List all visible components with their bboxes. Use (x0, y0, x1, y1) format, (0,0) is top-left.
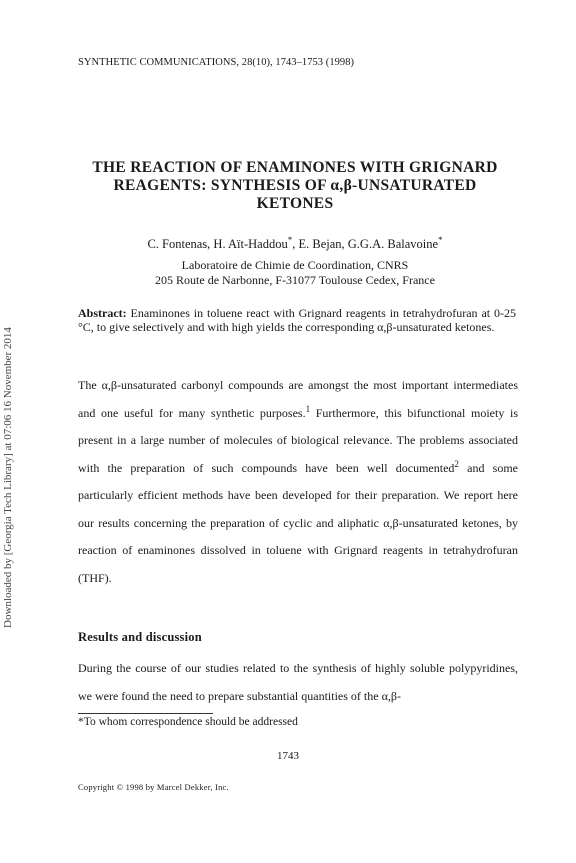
journal-header: SYNTHETIC COMMUNICATIONS, 28(10), 1743–1753 (1998) (78, 57, 355, 68)
copyright-notice: Copyright © 1998 by Marcel Dekker, Inc. (78, 782, 229, 792)
author-group-1: C. Fontenas, H. Aït-Haddou (147, 237, 288, 252)
section-heading-results: Results and discussion (78, 630, 202, 644)
corresponding-mark-2: * (438, 235, 443, 245)
download-sidebar (2, 327, 16, 642)
reference-1[interactable]: 1 (305, 403, 311, 414)
download-note: Downloaded by [Georgia Tech Library] at 07:06 16 November 2014 (2, 327, 14, 628)
abstract (78, 306, 516, 334)
page-number: 1743 (277, 750, 299, 762)
affiliation-line-1: Laboratoire de Chimie de Coordination, CNRS (181, 258, 409, 272)
affiliation (60, 258, 530, 288)
corresponding-mark-1: * (287, 235, 293, 245)
paper-title (60, 159, 530, 213)
footnote-divider (78, 713, 213, 714)
abstract-label: Abstract: (78, 306, 127, 320)
results-paragraph: During the course of our studies related to the synthesis of highly soluble polypyridines, we were found the need to prepare substantial quantities of the α,β- (78, 661, 518, 703)
title-line-1: THE REACTION OF ENAMINONES WITH GRIGNARD (92, 159, 498, 176)
intro-text-2: Furthermore, this bifunctional moiety is present in a large number of molecules of biological relevance. The problems associated with the preparation of such compounds have been well documented (78, 405, 519, 475)
intro-paragraph (78, 372, 518, 592)
author-list (60, 235, 530, 252)
reference-2[interactable]: 2 (454, 458, 459, 469)
title-line-2: REAGENTS: SYNTHESIS OF α,β-UNSATURATED (113, 177, 477, 194)
author-group-2: , E. Bejan, G.G.A. Balavoine (292, 237, 439, 252)
abstract-text: Enaminones in toluene react with Grignard reagents in tetrahydrofuran at 0-25 °C, to give selectively and with high yields the corresponding α,β-unsaturated ketones. (78, 306, 516, 334)
title-line-3: KETONES (256, 195, 334, 212)
intro-text-1: The α,β-unsaturated carbonyl compounds are amongst the most important intermediates and one useful for many synthetic purposes. (78, 378, 518, 420)
affiliation-line-2: 205 Route de Narbonne, F-31077 Toulouse Cedex, France (155, 273, 435, 287)
footnote: *To whom correspondence should be addressed (78, 716, 298, 728)
intro-text-3: and some particularly efficient methods have been developed for their preparation. We report here our results concerning the preparation of cyclic and aliphatic α,β-unsaturated ketones, by reaction of enaminones dissolved in toluene with Grignard reagents in tetrahydrofuran (THF). (78, 460, 518, 585)
